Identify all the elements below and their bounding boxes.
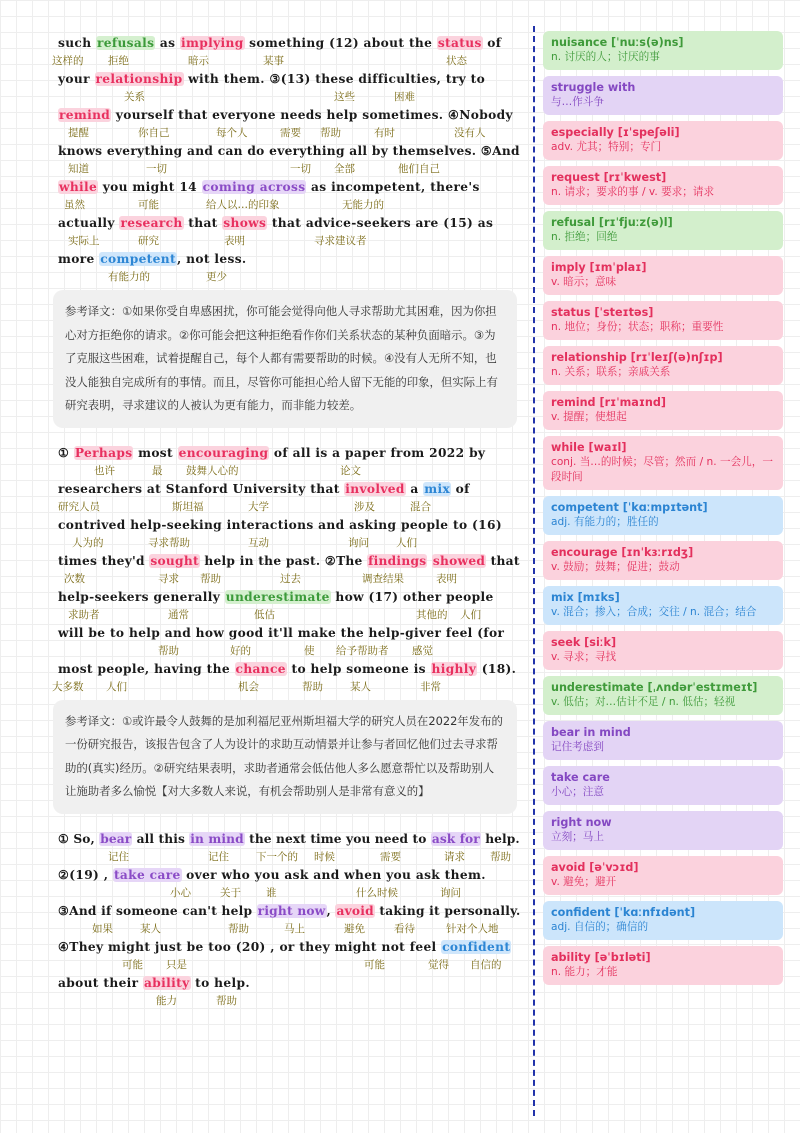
chinese-gloss: 下一个的 xyxy=(256,850,298,863)
chinese-gloss: 一切 xyxy=(290,163,311,175)
vocab-word: encourage [ɪnˈkɜːrɪdʒ] xyxy=(551,546,694,559)
chinese-gloss: 每个人 xyxy=(216,127,248,139)
passage-paragraph xyxy=(52,440,522,814)
chinese-gloss: 这样的 xyxy=(52,55,84,67)
vocab-definition: n. 拒绝；回绝 xyxy=(551,231,618,243)
vocab-definition: v. 提醒；使想起 xyxy=(551,411,627,423)
vocab-card xyxy=(543,301,783,340)
chinese-gloss-row xyxy=(52,679,528,693)
english-text xyxy=(58,904,520,918)
highlighted-keyword: competent xyxy=(100,252,176,266)
highlighted-keyword: confident xyxy=(442,939,511,954)
chinese-gloss: 针对个人地 xyxy=(446,922,499,935)
chinese-gloss: 斯坦福 xyxy=(172,500,204,513)
chinese-gloss-row xyxy=(58,125,528,139)
chinese-gloss: 需要 xyxy=(280,127,301,139)
english-text xyxy=(58,832,520,846)
chinese-gloss: 帮助 xyxy=(302,680,323,693)
chinese-gloss: 混合 xyxy=(410,500,431,513)
vocab-word: avoid [əˈvɔɪd] xyxy=(551,861,639,874)
vocab-definition: 小心；注意 xyxy=(551,786,604,798)
vocab-definition: v. 低估；对…估计不足 / n. 低估；轻视 xyxy=(551,696,736,708)
vocab-word: relationship [rɪˈleɪʃ(ə)nʃɪp] xyxy=(551,351,723,364)
chinese-gloss: 可能 xyxy=(138,199,159,211)
english-text xyxy=(58,36,501,50)
highlighted-keyword: remind xyxy=(59,108,111,122)
chinese-gloss-row xyxy=(58,571,528,585)
chinese-gloss: 人们 xyxy=(396,536,417,549)
highlighted-keyword: ask for xyxy=(431,831,480,846)
passage-line xyxy=(58,512,522,548)
vocab-card xyxy=(543,946,783,985)
vocab-word: struggle with xyxy=(551,81,636,94)
vocab-card xyxy=(543,901,783,940)
vocab-word: underestimate [ˌʌndərˈestɪmeɪt] xyxy=(551,681,758,694)
text-segment: researchers at Stanford University that xyxy=(58,481,345,496)
chinese-gloss: 一切 xyxy=(146,163,167,175)
passage-line xyxy=(58,246,522,282)
reference-translation: 参考译文：①或许最令人鼓舞的是加利福尼亚州斯坦福大学的研究人员在2022年发布的一份研究报告，该报告包含了人为设计的求助互动情景并让参与者回忆他们过去寻求帮助的(真实)经历。②研究结果表明，求助者通常会低估他人多么愿意帮忙以及帮助别人让施助者多么愉悦【对大多数人来说，有机会帮助别人是非常有意义的】 xyxy=(53,700,517,814)
text-segment: yourself that everyone needs help sometimes. ④Nobody xyxy=(111,108,513,122)
highlighted-keyword: status xyxy=(437,36,482,50)
reference-translation: 参考译文：①如果你受自卑感困扰，你可能会觉得向他人寻求帮助尤其困难，因为你担心对方拒绝你的请求。②你可能会把这种拒绝看作你们关系状态的某种负面暗示。③为了克服这些困难，试着提醒自己，每个人都有需要帮助的时候。④没有人无所不知，也没人能独自完成所有的事情。而且，尽管你可能担心给人留下无能的印象，但实际上有研究表明，寻求建议的人被认为更有能力，而非能力较差。 xyxy=(53,290,517,428)
text-segment: that xyxy=(486,553,520,568)
highlighted-keyword: take care xyxy=(113,867,181,882)
highlighted-keyword: findings xyxy=(368,553,427,568)
vocab-definition: 立刻；马上 xyxy=(551,831,604,843)
passage-line xyxy=(52,30,522,67)
vocab-card xyxy=(543,256,783,295)
chinese-gloss: 谁 xyxy=(266,886,277,899)
chinese-gloss-row xyxy=(58,607,528,621)
text-segment: ① xyxy=(58,445,74,460)
chinese-gloss: 有时 xyxy=(374,127,395,139)
vocab-definition: conj. 当…的时候；尽管；然而 / n. 一会儿，一段时间 xyxy=(551,456,773,483)
chinese-gloss: 没有人 xyxy=(454,127,486,139)
chinese-gloss-row xyxy=(52,53,528,67)
passage-line xyxy=(58,934,522,970)
text-segment: help. xyxy=(480,831,520,846)
text-segment: actually xyxy=(58,216,120,230)
english-text xyxy=(58,216,493,230)
passage-line xyxy=(52,656,522,693)
text-segment: a xyxy=(405,481,424,496)
chinese-gloss: 互动 xyxy=(248,536,269,549)
highlighted-keyword: encouraging xyxy=(178,445,269,460)
highlighted-keyword: bear xyxy=(100,831,132,846)
chinese-gloss: 觉得 xyxy=(428,958,449,971)
vocab-definition: v. 混合；掺入；合成；交往 / n. 混合；结合 xyxy=(551,606,757,618)
text-segment: these difficulties, xyxy=(315,72,442,86)
chinese-gloss: 询问 xyxy=(348,536,369,549)
chinese-gloss: 什么时候 xyxy=(356,886,398,899)
english-text xyxy=(58,482,470,496)
chinese-gloss: 论文 xyxy=(340,464,361,477)
highlighted-keyword: highly xyxy=(431,661,477,676)
chinese-gloss: 表明 xyxy=(224,235,245,247)
vocab-card xyxy=(543,121,783,160)
highlighted-keyword: coming across xyxy=(202,180,306,194)
english-text xyxy=(58,518,502,532)
reading-passage xyxy=(52,30,522,1007)
chinese-gloss: 有能力的 xyxy=(108,271,150,283)
chinese-gloss-row xyxy=(58,993,528,1007)
vocab-card xyxy=(543,586,783,625)
chinese-gloss: 使 xyxy=(304,644,315,657)
chinese-gloss: 帮助 xyxy=(216,994,237,1007)
english-text xyxy=(58,180,480,194)
chinese-gloss: 虽然 xyxy=(64,199,85,211)
chinese-gloss-row xyxy=(58,269,528,283)
chinese-gloss: 需要 xyxy=(380,850,401,863)
passage-paragraph xyxy=(58,826,522,1006)
chinese-gloss: 拒绝 xyxy=(108,55,129,67)
chinese-gloss: 也许 xyxy=(94,464,115,477)
chinese-gloss-row xyxy=(58,463,528,477)
text-segment: to help. xyxy=(190,975,250,990)
highlighted-keyword: refusals xyxy=(97,36,155,50)
text-segment: most people, having the xyxy=(58,661,235,676)
highlighted-keyword: research xyxy=(120,216,183,230)
vocab-definition: adv. 尤其；特别；专门 xyxy=(551,141,662,153)
chinese-gloss: 记住 xyxy=(208,850,229,863)
chinese-gloss: 感觉 xyxy=(412,644,433,657)
chinese-gloss-row xyxy=(58,197,528,211)
highlighted-keyword: relationship xyxy=(95,72,183,86)
vocab-definition: v. 暗示；意味 xyxy=(551,276,617,288)
passage-line xyxy=(58,862,522,898)
chinese-gloss: 暗示 xyxy=(188,55,209,67)
text-segment: help in the past. ②The xyxy=(199,553,368,568)
chinese-gloss: 给予帮助者 xyxy=(336,644,389,657)
chinese-gloss: 可能 xyxy=(364,958,385,971)
chinese-gloss: 人为的 xyxy=(72,536,104,549)
vocab-card xyxy=(543,391,783,430)
chinese-gloss-row xyxy=(58,161,528,175)
vocab-definition: adj. 自信的；确信的 xyxy=(551,921,649,933)
highlighted-keyword: while xyxy=(59,180,98,194)
vocab-definition: n. 能力；才能 xyxy=(551,966,618,978)
english-text xyxy=(58,626,504,640)
english-text xyxy=(58,662,516,676)
text-segment: how (17) other people xyxy=(330,589,494,604)
chinese-gloss: 次数 xyxy=(64,572,85,585)
highlighted-keyword: implying xyxy=(181,36,244,50)
chinese-gloss: 最 xyxy=(152,464,163,477)
passage-line xyxy=(58,584,522,620)
english-text xyxy=(58,940,511,954)
chinese-gloss-row xyxy=(58,643,528,657)
passage-line xyxy=(58,102,522,138)
text-segment: try to xyxy=(441,72,486,86)
chinese-gloss: 帮助 xyxy=(228,922,249,935)
chinese-gloss: 无能力的 xyxy=(342,199,384,211)
text-segment: , xyxy=(326,903,336,918)
english-text xyxy=(58,108,513,122)
text-segment: about their xyxy=(58,975,144,990)
chinese-gloss: 能力 xyxy=(156,994,177,1007)
text-segment: ① So, xyxy=(58,831,100,846)
text-segment: (12) xyxy=(329,36,359,50)
chinese-gloss: 帮助 xyxy=(490,850,511,863)
english-text xyxy=(58,72,485,86)
chinese-gloss-row xyxy=(58,885,528,899)
text-segment: all this xyxy=(132,831,190,846)
vocab-word: mix [mɪks] xyxy=(551,591,620,604)
vocab-definition: adj. 有能力的；胜任的 xyxy=(551,516,659,528)
highlighted-keyword: mix xyxy=(424,481,451,496)
text-segment: most xyxy=(133,445,178,460)
passage-line xyxy=(58,970,522,1006)
vocab-word: status [ˈsteɪtəs] xyxy=(551,306,654,319)
text-segment: ②(19) , xyxy=(58,867,113,882)
english-text xyxy=(58,446,485,460)
chinese-gloss-row xyxy=(58,89,528,103)
chinese-gloss: 更少 xyxy=(206,271,227,283)
highlighted-keyword: in mind xyxy=(190,831,244,846)
chinese-gloss: 关于 xyxy=(220,886,241,899)
vocab-card xyxy=(543,31,783,70)
chinese-gloss: 全部 xyxy=(334,163,355,175)
vocab-word: remind [rɪˈmaɪnd] xyxy=(551,396,667,409)
passage-line xyxy=(58,620,522,656)
text-segment: more xyxy=(58,252,100,266)
text-segment: contrived help-seeking interactions and asking people to (16) xyxy=(58,517,502,532)
text-segment: of xyxy=(482,36,502,50)
chinese-gloss: 只是 xyxy=(166,958,187,971)
text-segment: something xyxy=(244,36,330,50)
passage-line xyxy=(58,66,522,102)
highlighted-keyword: sought xyxy=(150,553,199,568)
vocab-card xyxy=(543,676,783,715)
vocab-word: confident [ˈkɑːnfɪdənt] xyxy=(551,906,696,919)
chinese-gloss: 如果 xyxy=(92,922,113,935)
text-segment: ③And if someone can't help xyxy=(58,903,257,918)
vocab-word: refusal [rɪˈfjuːz(ə)l] xyxy=(551,216,673,229)
vocab-definition: 与…作斗争 xyxy=(551,96,604,108)
english-text xyxy=(58,144,520,158)
chinese-gloss: 帮助 xyxy=(320,127,341,139)
passage-line xyxy=(58,174,522,210)
chinese-gloss: 过去 xyxy=(280,572,301,585)
highlighted-keyword: involved xyxy=(345,481,405,496)
vocab-definition: 记住考虑到 xyxy=(551,741,604,753)
vocab-word: seek [siːk] xyxy=(551,636,617,649)
chinese-gloss: 马上 xyxy=(284,922,305,935)
chinese-gloss: 人们 xyxy=(460,608,481,621)
chinese-gloss: 调查结果 xyxy=(362,572,404,585)
text-segment: of xyxy=(451,481,470,496)
chinese-gloss: 研究人员 xyxy=(58,500,100,513)
chinese-gloss: 他们自己 xyxy=(398,163,440,175)
chinese-gloss: 人们 xyxy=(106,680,127,693)
vocab-word: especially [ɪˈspeʃəli] xyxy=(551,126,680,139)
text-segment: about the xyxy=(358,36,437,50)
text-segment: such xyxy=(58,36,96,50)
chinese-gloss-row xyxy=(58,849,528,863)
chinese-gloss: 困难 xyxy=(394,91,415,103)
passage-line xyxy=(58,138,522,174)
english-text xyxy=(58,868,486,882)
chinese-gloss: 给人以…的印象 xyxy=(206,199,280,211)
vocab-card xyxy=(543,166,783,205)
vocab-card xyxy=(543,346,783,385)
chinese-gloss: 时候 xyxy=(314,850,335,863)
vocabulary-list xyxy=(543,31,783,991)
chinese-gloss: 知道 xyxy=(68,163,89,175)
vocab-card xyxy=(543,631,783,670)
text-segment: the next time you need to xyxy=(244,831,431,846)
english-text xyxy=(58,554,520,568)
chinese-gloss: 非常 xyxy=(420,680,441,693)
chinese-gloss: 某事 xyxy=(263,55,284,67)
chinese-gloss: 涉及 xyxy=(354,500,375,513)
chinese-gloss: 鼓舞人心的 xyxy=(186,464,239,477)
vocab-card xyxy=(543,766,783,805)
chinese-gloss-row xyxy=(58,535,528,549)
text-segment: ④They might just be too (20) , or they might not feel xyxy=(58,939,442,954)
passage-line xyxy=(58,440,522,476)
english-text xyxy=(58,252,247,266)
vocab-word: while [waɪl] xyxy=(551,441,627,454)
chinese-gloss: 大多数 xyxy=(52,680,84,693)
vocab-card xyxy=(543,721,783,760)
highlighted-keyword: shows xyxy=(223,216,267,230)
chinese-gloss: 寻求 xyxy=(158,572,179,585)
chinese-gloss: 看待 xyxy=(394,922,415,935)
chinese-gloss: 请求 xyxy=(444,850,465,863)
text-segment: as incompetent, there's xyxy=(306,180,480,194)
chinese-gloss: 低估 xyxy=(254,608,275,621)
chinese-gloss: 某人 xyxy=(140,922,161,935)
highlighted-keyword: ability xyxy=(144,975,190,990)
vocab-word: competent [ˈkɑːmpɪtənt] xyxy=(551,501,708,514)
chinese-gloss: 通常 xyxy=(168,608,189,621)
chinese-gloss: 记住 xyxy=(108,850,129,863)
text-segment: , not less. xyxy=(176,252,247,266)
text-segment: you might 14 xyxy=(98,180,202,194)
vocab-word: request [rɪˈkwest] xyxy=(551,171,667,184)
passage-line xyxy=(58,210,522,246)
vocab-definition: v. 鼓励；鼓舞；促进；鼓动 xyxy=(551,561,680,573)
text-segment: as xyxy=(155,36,180,50)
vocab-definition: n. 请求；要求的事 / v. 要求；请求 xyxy=(551,186,715,198)
passage-paragraph xyxy=(52,30,522,428)
english-text xyxy=(58,590,494,604)
chinese-gloss: 这些 xyxy=(334,91,355,103)
text-segment: to help someone is xyxy=(286,661,431,676)
text-segment: your xyxy=(58,72,95,86)
vocab-definition: n. 地位；身份；状态；职称；重要性 xyxy=(551,321,724,333)
text-segment: of all is a paper from 2022 by xyxy=(269,445,486,460)
text-segment: (18). xyxy=(477,661,517,676)
chinese-gloss: 状态 xyxy=(446,55,467,67)
column-divider xyxy=(533,26,535,1116)
vocab-card xyxy=(543,211,783,250)
highlighted-keyword: showed xyxy=(432,553,486,568)
chinese-gloss: 小心 xyxy=(170,886,191,899)
vocab-word: nuisance [ˈnuːs(ə)ns] xyxy=(551,36,684,49)
chinese-gloss: 可能 xyxy=(122,958,143,971)
highlighted-keyword: underestimate xyxy=(225,589,330,604)
chinese-gloss: 好的 xyxy=(230,644,251,657)
text-segment: that xyxy=(183,216,223,230)
chinese-gloss: 帮助 xyxy=(158,644,179,657)
chinese-gloss-row xyxy=(58,499,528,513)
chinese-gloss-row xyxy=(58,921,528,935)
vocab-word: bear in mind xyxy=(551,726,631,739)
chinese-gloss: 避免 xyxy=(344,922,365,935)
vocab-card xyxy=(543,76,783,115)
text-segment: over who you ask and when you ask them. xyxy=(181,867,486,882)
vocab-card xyxy=(543,811,783,850)
vocab-word: take care xyxy=(551,771,610,784)
chinese-gloss: 你自己 xyxy=(138,127,170,139)
vocab-definition: n. 关系；联系；亲戚关系 xyxy=(551,366,671,378)
chinese-gloss: 关系 xyxy=(124,91,145,103)
chinese-gloss: 机会 xyxy=(238,680,259,693)
vocab-definition: n. 讨厌的人；讨厌的事 xyxy=(551,51,660,63)
text-segment: knows everything and can do everything all by themselves. ⑤And xyxy=(58,144,520,158)
vocab-definition: v. 寻求；寻找 xyxy=(551,651,617,663)
chinese-gloss: 寻求建议者 xyxy=(314,235,367,247)
chinese-gloss: 寻求帮助 xyxy=(148,536,190,549)
highlighted-keyword: chance xyxy=(235,661,286,676)
chinese-gloss: 询问 xyxy=(440,886,461,899)
chinese-gloss-row xyxy=(58,233,528,247)
passage-line xyxy=(58,826,522,862)
english-text xyxy=(58,976,250,990)
chinese-gloss: 表明 xyxy=(436,572,457,585)
text-segment: times they'd xyxy=(58,553,150,568)
highlighted-keyword: right now xyxy=(257,903,326,918)
vocab-word: imply [ɪmˈplaɪ] xyxy=(551,261,647,274)
chinese-gloss-row xyxy=(58,957,528,971)
vocab-card xyxy=(543,496,783,535)
vocab-card xyxy=(543,856,783,895)
chinese-gloss: 实际上 xyxy=(68,235,100,247)
highlighted-keyword: Perhaps xyxy=(74,445,133,460)
text-segment: that advice-seekers are (15) as xyxy=(267,216,494,230)
chinese-gloss: 提醒 xyxy=(68,127,89,139)
passage-line xyxy=(58,476,522,512)
text-segment: will be to help and how good it'll make the help-giver feel (for xyxy=(58,625,505,640)
chinese-gloss: 其他的 xyxy=(416,608,448,621)
chinese-gloss: 大学 xyxy=(248,500,269,513)
text-segment: help-seekers generally xyxy=(58,589,225,604)
chinese-gloss: 自信的 xyxy=(470,958,502,971)
passage-line xyxy=(58,898,522,934)
chinese-gloss: 研究 xyxy=(138,235,159,247)
vocab-definition: v. 避免；避开 xyxy=(551,876,617,888)
passage-line xyxy=(58,548,522,584)
highlighted-keyword: avoid xyxy=(336,903,374,918)
vocab-card xyxy=(543,436,783,490)
chinese-gloss: 某人 xyxy=(350,680,371,693)
chinese-gloss: 帮助 xyxy=(200,572,221,585)
vocab-word: ability [əˈbɪləti] xyxy=(551,951,651,964)
vocab-word: right now xyxy=(551,816,612,829)
text-segment: with them. ③(13) xyxy=(183,72,316,86)
chinese-gloss: 求助者 xyxy=(68,608,100,621)
text-segment: taking it personally. xyxy=(374,903,521,918)
vocab-card xyxy=(543,541,783,580)
